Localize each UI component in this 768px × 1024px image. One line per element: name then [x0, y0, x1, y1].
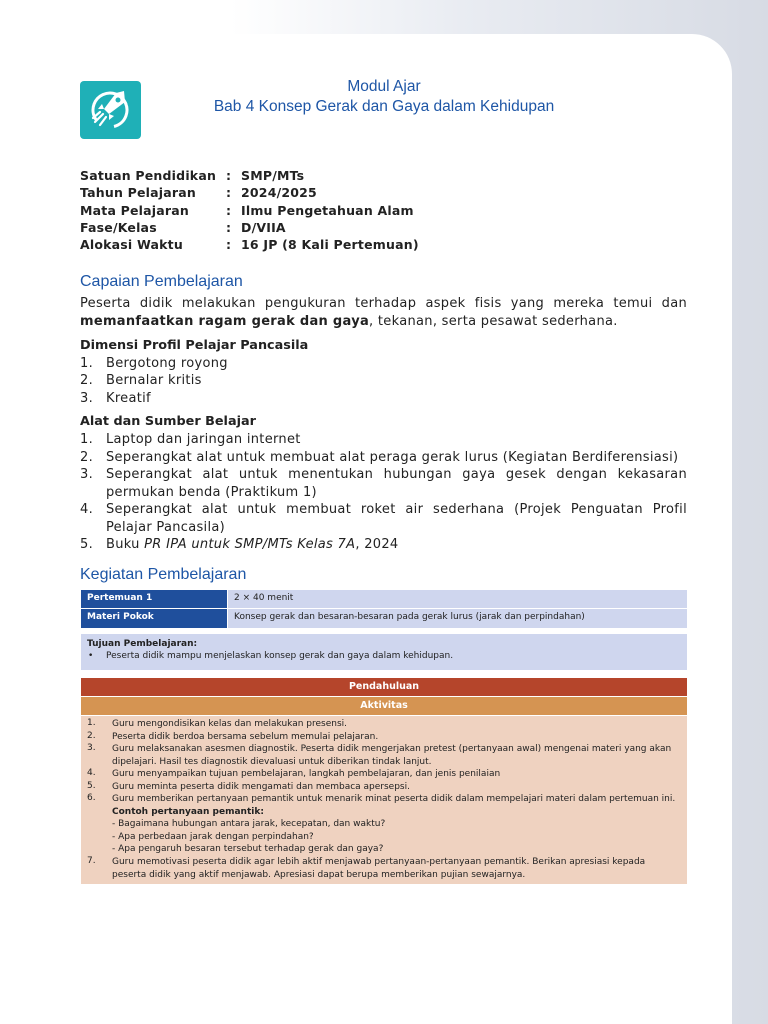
kegiatan-heading: Kegiatan Pembelajaran	[80, 566, 247, 583]
list-number: 1.	[80, 356, 94, 371]
info-label: Fase/Kelas	[80, 220, 157, 235]
info-value: Ilmu Pengetahuan Alam	[241, 203, 414, 218]
list-item	[80, 372, 687, 390]
info-value: SMP/MTs	[241, 168, 305, 183]
activity-text: Guru meminta peserta didik mengamati dan membaca apersepsi.	[112, 782, 410, 792]
activity-number: 5.	[87, 781, 96, 791]
bullet-icon: •	[88, 651, 94, 661]
list-number: 3.	[80, 391, 94, 406]
info-colon: :	[226, 203, 232, 218]
pertemuan-label: Pertemuan 1	[81, 590, 227, 608]
activity-number: 6.	[87, 793, 96, 803]
activity-text: Guru mengondisikan kelas dan melakukan presensi.	[112, 719, 348, 729]
info-value: 2024/2025	[241, 185, 317, 200]
list-item	[80, 449, 687, 467]
list-number: 2.	[80, 373, 94, 388]
capaian-text-end: , tekanan, serta pesawat sederhana.	[369, 314, 618, 329]
capaian-text-start: Peserta didik melakukan pengukuran terhadap aspek fisis yang mereka temui dan	[80, 296, 687, 311]
list-text: Seperangkat alat untuk membuat roket air sederhana (Projek Penguatan Profil Pelajar Pancasila)	[106, 502, 687, 535]
capaian-text	[80, 295, 687, 331]
aktivitas-header: Aktivitas	[81, 697, 687, 715]
activity-list	[81, 716, 687, 884]
list-item	[80, 390, 687, 408]
materi-label: Materi Pokok	[81, 609, 227, 628]
activity-text: Guru melaksanakan asesmen diagnostik. Peserta didik mengerjakan pretest (pertanyaan awal) mengenai materi yang akan dipelajari. Hasil tes diagnostik dievaluasi untuk diberikan tindak lanjut.	[112, 744, 672, 767]
activity-number: 4.	[87, 768, 96, 778]
activity-number: 1.	[87, 718, 96, 728]
info-value: D/VIIA	[241, 220, 286, 235]
list-number: 1.	[80, 432, 94, 447]
activity-number: 3.	[87, 743, 96, 753]
activity-text: Peserta didik berdoa bersama sebelum memulai pelajaran.	[112, 732, 379, 742]
activity-text: Guru memberikan pertanyaan pemantik untuk menarik minat peserta didik dalam mempelajari materi dalam pertemuan ini.	[112, 794, 676, 804]
book-suffix: , 2024	[355, 537, 399, 552]
list-item	[80, 431, 687, 449]
question-text: - Apa pengaruh besaran tersebut terhadap gerak dan gaya?	[112, 844, 384, 854]
list-number: 3.	[80, 467, 94, 482]
list-text: Seperangkat alat untuk membuat alat peraga gerak lurus (Kegiatan Berdiferensiasi)	[106, 450, 679, 465]
contoh-label: Contoh pertanyaan pemantik:	[112, 807, 264, 817]
document-subtitle: Bab 4 Konsep Gerak dan Gaya dalam Kehidupan	[213, 98, 555, 115]
list-item	[80, 536, 687, 554]
info-label: Alokasi Waktu	[80, 237, 183, 252]
list-text: Bergotong royong	[106, 356, 228, 371]
pendahuluan-header: Pendahuluan	[81, 678, 687, 696]
list-number: 2.	[80, 450, 94, 465]
list-item	[80, 466, 687, 501]
capaian-text-bold: memanfaatkan ragam gerak dan gaya	[80, 314, 370, 329]
info-colon: :	[226, 185, 232, 200]
info-colon: :	[226, 220, 232, 235]
dimensi-heading: Dimensi Profil Pelajar Pancasila	[80, 338, 309, 353]
info-label: Tahun Pelajaran	[80, 185, 196, 200]
pertemuan-value: 2 × 40 menit	[228, 590, 687, 608]
meeting-table	[81, 590, 687, 628]
capaian-heading: Capaian Pembelajaran	[80, 273, 243, 290]
tujuan-box	[81, 634, 687, 670]
info-label: Mata Pelajaran	[80, 203, 190, 218]
activity-text: Guru memotivasi peserta didik agar lebih aktif menjawab pertanyaan-pertanyaan pemantik. Berikan apresiasi kepada peserta didik yang aktif menjawab. Apresiasi dapat berupa memberikan pujian sewajarnya.	[112, 857, 646, 880]
list-item	[80, 501, 687, 536]
info-colon: :	[226, 168, 232, 183]
book-title: PR IPA untuk SMP/MTs Kelas 7A	[144, 537, 356, 552]
materi-value: Konsep gerak dan besaran-besaran pada gerak lurus (jarak dan perpindahan)	[228, 609, 687, 628]
activity-text: Guru menyampaikan tujuan pembelajaran, langkah pembelajaran, dan jenis penilaian	[112, 769, 501, 779]
info-label: Satuan Pendidikan	[80, 168, 217, 183]
info-value: 16 JP (8 Kali Pertemuan)	[241, 237, 419, 252]
document-title: Modul Ajar	[347, 78, 421, 95]
rocket-logo-icon	[80, 81, 141, 139]
list-text	[106, 536, 687, 554]
book-prefix: Buku	[106, 537, 145, 552]
list-text: Kreatif	[106, 391, 151, 406]
list-number: 4.	[80, 502, 94, 517]
list-text: Laptop dan jaringan internet	[106, 432, 301, 447]
alat-heading: Alat dan Sumber Belajar	[80, 414, 256, 429]
list-text: Bernalar kritis	[106, 373, 202, 388]
activity-number: 2.	[87, 731, 96, 741]
list-item	[80, 355, 687, 373]
tujuan-item: Peserta didik mampu menjelaskan konsep gerak dan gaya dalam kehidupan.	[106, 651, 454, 661]
question-text: - Bagaimana hubungan antara jarak, kecepatan, dan waktu?	[112, 819, 386, 829]
activity-number: 7.	[87, 856, 96, 866]
list-number: 5.	[80, 537, 94, 552]
question-text: - Apa perbedaan jarak dengan perpindahan?	[112, 832, 314, 842]
info-colon: :	[226, 237, 232, 252]
list-text: Seperangkat alat untuk menentukan hubungan gaya gesek dengan kekasaran permukan benda (Praktikum 1)	[106, 467, 687, 500]
tujuan-label: Tujuan Pembelajaran:	[87, 639, 198, 649]
